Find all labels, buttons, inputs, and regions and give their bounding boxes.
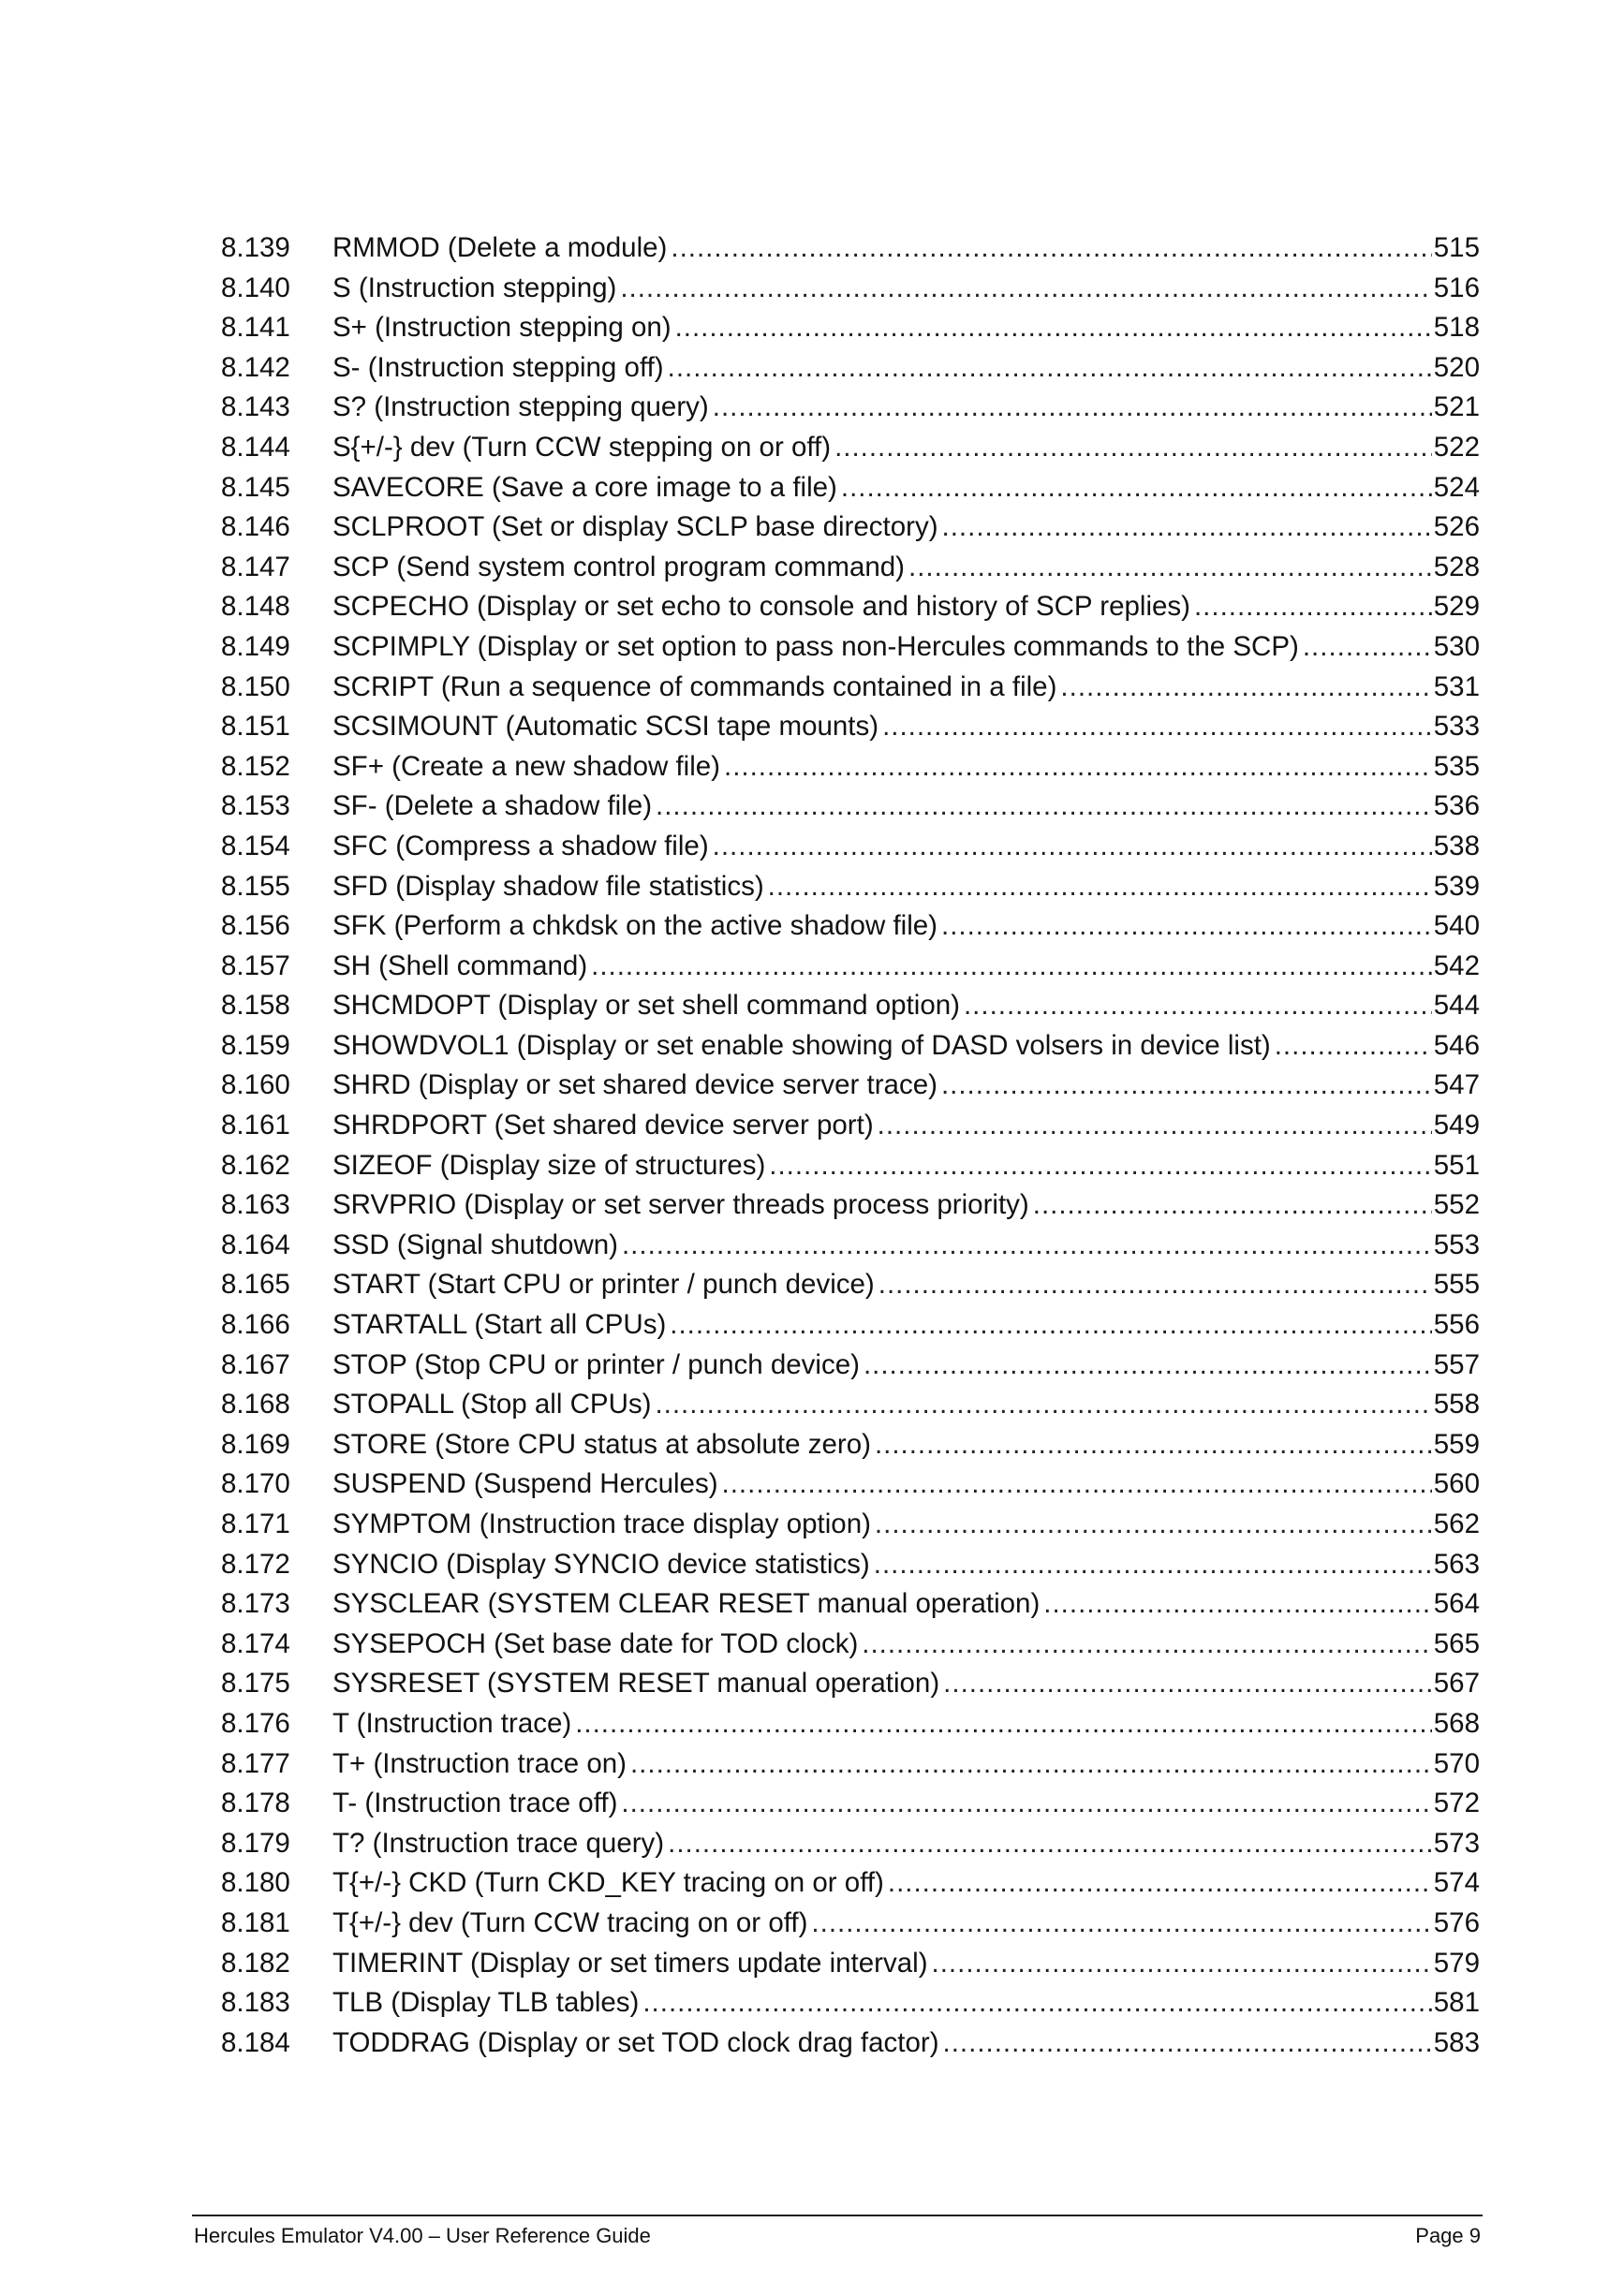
toc-entry-title: STOP (Stop CPU or printer / punch device) [332, 1346, 864, 1386]
toc-entry[interactable] [221, 906, 1480, 947]
dot-leader [668, 348, 1432, 389]
toc-entry-title: SYSCLEAR (SYSTEM CLEAR RESET manual operation) [332, 1584, 1043, 1625]
toc-entry[interactable] [221, 269, 1480, 309]
toc-entry[interactable] [221, 388, 1480, 428]
toc-entry-number: 8.163 [221, 1189, 290, 1221]
toc-entry[interactable] [221, 1944, 1480, 1984]
toc-entry-title: STOPALL (Stop all CPUs) [332, 1385, 655, 1425]
dot-leader [862, 1625, 1432, 1665]
toc-entry[interactable] [221, 627, 1480, 668]
toc-entry-page: 570 [1433, 1747, 1480, 1779]
toc-entry-page: 581 [1433, 1987, 1480, 2019]
toc-entry[interactable] [221, 1983, 1480, 2024]
toc-entry-number: 8.175 [221, 1668, 290, 1700]
toc-entry-number: 8.177 [221, 1747, 290, 1779]
toc-entry-title: SIZEOF (Display size of structures) [332, 1146, 769, 1186]
footer-page-number: Page 9 [1415, 2224, 1481, 2247]
toc-entry[interactable] [221, 947, 1480, 987]
toc-entry-page: 583 [1433, 2026, 1480, 2058]
toc-entry-title: SUSPEND (Suspend Hercules) [332, 1464, 722, 1505]
toc-entry-page: 522 [1433, 431, 1480, 463]
toc-entry-page: 553 [1433, 1229, 1480, 1260]
toc-entry-number: 8.162 [221, 1149, 290, 1181]
dot-leader [1303, 627, 1432, 668]
toc-entry-title: SHCMDOPT (Display or set shell command option) [332, 986, 964, 1026]
toc-entry-number: 8.139 [221, 232, 290, 263]
toc-entry[interactable] [221, 986, 1480, 1026]
toc-entry-title: SHOWDVOL1 (Display or set enable showing of DASD volsers in device list) [332, 1026, 1275, 1067]
toc-entry-page: 536 [1433, 790, 1480, 822]
toc-entry-number: 8.184 [221, 2026, 290, 2058]
toc-entry-number: 8.161 [221, 1110, 290, 1141]
toc-entry-title: T{+/-} CKD (Turn CKD_KEY tracing on or off) [332, 1863, 888, 1904]
toc-entry-title: TODDRAG (Display or set TOD clock drag factor) [332, 2024, 943, 2064]
toc-entry-number: 8.142 [221, 351, 290, 383]
toc-entry-number: 8.167 [221, 1348, 290, 1380]
toc-entry-title: S- (Instruction stepping off) [332, 348, 668, 389]
toc-entry-number: 8.144 [221, 431, 290, 463]
toc-entry[interactable] [221, 1425, 1480, 1465]
toc-entry-page: 515 [1433, 232, 1480, 263]
toc-entry[interactable] [221, 548, 1480, 588]
toc-entry-number: 8.180 [221, 1867, 290, 1899]
dot-leader [932, 1944, 1432, 1984]
dot-leader [964, 986, 1432, 1026]
toc-entry[interactable] [221, 1106, 1480, 1146]
dot-leader [768, 867, 1432, 907]
toc-entry[interactable] [221, 587, 1480, 627]
toc-entry-title: SYSEPOCH (Set base date for TOD clock) [332, 1625, 862, 1665]
toc-entry[interactable] [221, 1664, 1480, 1704]
dot-leader [655, 1385, 1431, 1425]
toc-entry-number: 8.166 [221, 1309, 290, 1341]
dot-leader [943, 2024, 1432, 2064]
dot-leader [811, 1904, 1431, 1944]
toc-entry[interactable] [221, 1026, 1480, 1067]
toc-entry-page: 544 [1433, 990, 1480, 1022]
toc-entry-number: 8.155 [221, 870, 290, 902]
toc-entry-page: 565 [1433, 1627, 1480, 1659]
toc-entry[interactable] [221, 827, 1480, 867]
toc-entry-title: SCRIPT (Run a sequence of commands contained in a file) [332, 668, 1060, 708]
toc-entry-page: 551 [1433, 1149, 1480, 1181]
toc-entry-title: TLB (Display TLB tables) [332, 1983, 642, 2024]
toc-entry-page: 564 [1433, 1588, 1480, 1620]
toc-entry[interactable] [221, 348, 1480, 389]
toc-entry-title: RMMOD (Delete a module) [332, 228, 671, 269]
toc-entry[interactable] [221, 668, 1480, 708]
toc-entry[interactable] [221, 1824, 1480, 1864]
toc-entry-title: S? (Instruction stepping query) [332, 388, 713, 428]
toc-entry-number: 8.173 [221, 1588, 290, 1620]
toc-entry-number: 8.181 [221, 1906, 290, 1938]
toc-entry-page: 567 [1433, 1668, 1480, 1700]
toc-entry-number: 8.182 [221, 1947, 290, 1979]
toc-entry-page: 529 [1433, 591, 1480, 623]
toc-entry-number: 8.141 [221, 312, 290, 344]
toc-entry[interactable] [221, 1784, 1480, 1824]
toc-entry-page: 555 [1433, 1269, 1480, 1301]
toc-entry[interactable] [221, 1545, 1480, 1585]
toc-entry-page: 560 [1433, 1468, 1480, 1500]
toc-entry[interactable] [221, 1146, 1480, 1186]
toc-entry[interactable] [221, 1464, 1480, 1505]
toc-entry-page: 533 [1433, 711, 1480, 743]
toc-entry-page: 521 [1433, 391, 1480, 423]
toc-entry-title: SF+ (Create a new shadow file) [332, 747, 724, 787]
toc-entry-title: SCLPROOT (Set or display SCLP base directory) [332, 508, 942, 548]
toc-entry-title: SFK (Perform a chkdsk on the active shadow file) [332, 906, 941, 947]
toc-entry-page: 573 [1433, 1827, 1480, 1859]
dot-leader [591, 947, 1432, 987]
toc-entry-page: 558 [1433, 1389, 1480, 1420]
toc-entry-page: 542 [1433, 949, 1480, 981]
table-of-contents [221, 228, 1480, 2063]
dot-leader [713, 827, 1432, 867]
toc-entry-number: 8.170 [221, 1468, 290, 1500]
toc-entry-number: 8.174 [221, 1627, 290, 1659]
toc-entry-title: SCP (Send system control program command) [332, 548, 908, 588]
toc-entry-page: 539 [1433, 870, 1480, 902]
toc-entry-number: 8.157 [221, 949, 290, 981]
toc-entry[interactable] [221, 1704, 1480, 1744]
dot-leader [841, 468, 1432, 508]
toc-entry[interactable] [221, 1385, 1480, 1425]
dot-leader [621, 1784, 1431, 1824]
toc-entry-number: 8.145 [221, 471, 290, 503]
toc-entry-title: T? (Instruction trace query) [332, 1824, 668, 1864]
toc-entry[interactable] [221, 787, 1480, 827]
toc-entry[interactable] [221, 1584, 1480, 1625]
toc-entry-title: SH (Shell command) [332, 947, 591, 987]
toc-entry-title: SCSIMOUNT (Automatic SCSI tape mounts) [332, 707, 882, 747]
dot-leader [630, 1744, 1432, 1785]
toc-entry-number: 8.168 [221, 1389, 290, 1420]
toc-entry-title: SYMPTOM (Instruction trace display option) [332, 1505, 875, 1545]
toc-entry-number: 8.164 [221, 1229, 290, 1260]
toc-entry-number: 8.179 [221, 1827, 290, 1859]
dot-leader [1275, 1026, 1432, 1067]
toc-entry-page: 524 [1433, 471, 1480, 503]
dot-leader [864, 1346, 1432, 1386]
dot-leader [874, 1545, 1432, 1585]
dot-leader [1060, 668, 1431, 708]
toc-entry-number: 8.156 [221, 910, 290, 942]
toc-entry-page: 562 [1433, 1509, 1480, 1539]
toc-entry-page: 549 [1433, 1110, 1480, 1141]
toc-entry-title: SAVECORE (Save a core image to a file) [332, 468, 841, 508]
toc-entry-number: 8.172 [221, 1548, 290, 1580]
toc-entry[interactable] [221, 1265, 1480, 1305]
toc-entry-page: 518 [1433, 312, 1480, 344]
toc-entry[interactable] [221, 747, 1480, 787]
toc-entry-page: 574 [1433, 1867, 1480, 1899]
dot-leader [668, 1824, 1432, 1864]
toc-entry-page: 557 [1433, 1348, 1480, 1380]
toc-entry-page: 526 [1433, 511, 1480, 543]
dot-leader [908, 548, 1432, 588]
toc-entry-title: SSD (Signal shutdown) [332, 1226, 622, 1266]
dot-leader [642, 1983, 1431, 2024]
dot-leader [878, 1265, 1432, 1305]
toc-entry-number: 8.183 [221, 1987, 290, 2019]
toc-entry[interactable] [221, 1305, 1480, 1346]
toc-entry[interactable] [221, 468, 1480, 508]
toc-entry-number: 8.150 [221, 670, 290, 702]
toc-entry-title: START (Start CPU or printer / punch device) [332, 1265, 878, 1305]
toc-entry-title: STARTALL (Start all CPUs) [332, 1305, 670, 1346]
toc-entry-number: 8.165 [221, 1269, 290, 1301]
dot-leader [878, 1106, 1432, 1146]
toc-entry-number: 8.178 [221, 1788, 290, 1819]
toc-entry-title: SCPIMPLY (Display or set option to pass non-Hercules commands to the SCP) [332, 627, 1303, 668]
toc-entry[interactable] [221, 1744, 1480, 1785]
toc-entry-number: 8.149 [221, 630, 290, 662]
toc-entry-page: 520 [1433, 351, 1480, 383]
dot-leader [941, 906, 1432, 947]
toc-entry[interactable] [221, 1505, 1480, 1545]
toc-entry-title: T+ (Instruction trace on) [332, 1744, 630, 1785]
toc-entry-title: SHRDPORT (Set shared device server port) [332, 1106, 878, 1146]
toc-entry[interactable] [221, 2024, 1480, 2064]
toc-entry-title: STORE (Store CPU status at absolute zero) [332, 1425, 875, 1465]
dot-leader [620, 269, 1431, 309]
toc-entry-title: S{+/-} dev (Turn CCW stepping on or off) [332, 428, 834, 468]
toc-entry[interactable] [221, 508, 1480, 548]
toc-entry-page: 579 [1433, 1947, 1480, 1979]
dot-leader [656, 787, 1432, 827]
toc-entry-number: 8.146 [221, 511, 290, 543]
toc-entry-number: 8.169 [221, 1428, 290, 1460]
toc-entry-page: 528 [1433, 551, 1480, 582]
toc-entry[interactable] [221, 1904, 1480, 1944]
dot-leader [575, 1704, 1432, 1744]
toc-entry-number: 8.153 [221, 790, 290, 822]
toc-entry-page: 576 [1433, 1906, 1480, 1938]
toc-entry-number: 8.143 [221, 391, 290, 423]
dot-leader [875, 1425, 1432, 1465]
dot-leader [882, 707, 1432, 747]
toc-entry-page: 568 [1433, 1707, 1480, 1739]
toc-entry-title: SYSRESET (SYSTEM RESET manual operation) [332, 1664, 943, 1704]
dot-leader [622, 1226, 1432, 1266]
toc-entry-page: 563 [1433, 1548, 1480, 1580]
footer-divider [192, 2215, 1483, 2216]
footer-document-title: Hercules Emulator V4.00 – User Reference Guide [194, 2224, 651, 2247]
toc-entry-page: 530 [1433, 630, 1480, 662]
toc-entry-page: 538 [1433, 830, 1480, 861]
dot-leader [722, 1464, 1432, 1505]
toc-entry-number: 8.148 [221, 591, 290, 623]
dot-leader [675, 308, 1432, 348]
toc-entry[interactable] [221, 1066, 1480, 1106]
toc-entry[interactable] [221, 228, 1480, 269]
toc-entry-title: SFD (Display shadow file statistics) [332, 867, 768, 907]
toc-entry-page: 552 [1433, 1189, 1480, 1221]
toc-entry[interactable] [221, 707, 1480, 747]
dot-leader [1033, 1185, 1432, 1226]
toc-entry-page: 547 [1433, 1069, 1480, 1101]
toc-entry-title: SCPECHO (Display or set echo to console and history of SCP replies) [332, 587, 1194, 627]
toc-entry-title: T{+/-} dev (Turn CCW tracing on or off) [332, 1904, 811, 1944]
toc-entry-title: SRVPRIO (Display or set server threads process priority) [332, 1185, 1033, 1226]
dot-leader [724, 747, 1432, 787]
dot-leader [713, 388, 1432, 428]
toc-entry-title: S+ (Instruction stepping on) [332, 308, 675, 348]
toc-entry-number: 8.171 [221, 1509, 290, 1539]
dot-leader [1043, 1584, 1431, 1625]
toc-entry[interactable] [221, 1863, 1480, 1904]
toc-entry-number: 8.176 [221, 1707, 290, 1739]
toc-entry-title: S (Instruction stepping) [332, 269, 620, 309]
toc-entry-number: 8.152 [221, 750, 290, 782]
dot-leader [943, 1664, 1432, 1704]
toc-entry-number: 8.158 [221, 990, 290, 1022]
toc-entry[interactable] [221, 867, 1480, 907]
toc-entry-page: 531 [1433, 670, 1480, 702]
toc-entry-title: SF- (Delete a shadow file) [332, 787, 656, 827]
dot-leader [834, 428, 1432, 468]
toc-entry-number: 8.160 [221, 1069, 290, 1101]
dot-leader [941, 1066, 1432, 1106]
toc-entry-title: SFC (Compress a shadow file) [332, 827, 713, 867]
toc-entry-title: TIMERINT (Display or set timers update interval) [332, 1944, 932, 1984]
toc-entry[interactable] [221, 1226, 1480, 1266]
toc-entry-page: 535 [1433, 750, 1480, 782]
toc-entry-number: 8.151 [221, 711, 290, 743]
toc-entry-page: 540 [1433, 910, 1480, 942]
toc-entry-title: SYNCIO (Display SYNCIO device statistics) [332, 1545, 874, 1585]
toc-entry[interactable] [221, 428, 1480, 468]
toc-entry-title: T- (Instruction trace off) [332, 1784, 621, 1824]
toc-entry-page: 556 [1433, 1309, 1480, 1341]
toc-entry-page: 572 [1433, 1788, 1480, 1819]
toc-entry-number: 8.154 [221, 830, 290, 861]
toc-entry[interactable] [221, 1625, 1480, 1665]
toc-entry-number: 8.147 [221, 551, 290, 582]
dot-leader [671, 228, 1431, 269]
dot-leader [670, 1305, 1432, 1346]
dot-leader [1194, 587, 1432, 627]
toc-entry-number: 8.159 [221, 1029, 290, 1061]
toc-entry[interactable] [221, 308, 1480, 348]
toc-entry[interactable] [221, 1185, 1480, 1226]
toc-entry[interactable] [221, 1346, 1480, 1386]
dot-leader [769, 1146, 1432, 1186]
toc-entry-number: 8.140 [221, 272, 290, 303]
toc-entry-title: T (Instruction trace) [332, 1704, 575, 1744]
dot-leader [875, 1505, 1432, 1545]
toc-entry-title: SHRD (Display or set shared device server trace) [332, 1066, 941, 1106]
dot-leader [888, 1863, 1432, 1904]
toc-entry-page: 546 [1433, 1029, 1480, 1061]
toc-entry-page: 559 [1433, 1428, 1480, 1460]
toc-entry-page: 516 [1433, 272, 1480, 303]
dot-leader [942, 508, 1432, 548]
